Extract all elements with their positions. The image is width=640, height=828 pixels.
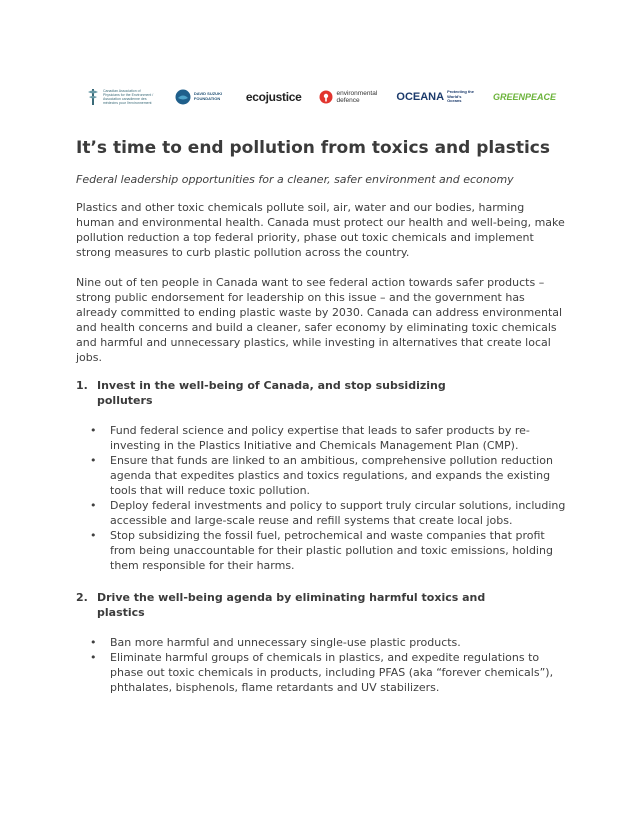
section-heading-text: Invest in the well-being of Canada, and stop subsidizing xyxy=(97,379,446,392)
section-number: 2. xyxy=(76,591,88,604)
caduceus-icon xyxy=(86,88,100,106)
subtitle: Federal leadership opportunities for a cleaner, safer environment and economy xyxy=(76,173,514,186)
section-number: 1. xyxy=(76,379,88,392)
oceana-logo: OCEANA Protecting the World's Oceans xyxy=(396,89,474,104)
environmental-defence-logo: environmental defence xyxy=(319,90,378,104)
david-suzuki-foundation-logo: DAVID SUZUKI FOUNDATION xyxy=(175,89,228,105)
page-title: It’s time to end pollution from toxics and plastics xyxy=(76,138,550,158)
section-heading-text-cont: polluters xyxy=(97,394,153,407)
section-heading-1 xyxy=(76,378,566,408)
list-item: • Eliminate harmful groups of chemicals in plastics, and expedite regulations to phase out toxic chemicals in products, including PFAS (aka “forever chemicals”), phthalates, bisphenols, flame retardants and UV stabilizers. xyxy=(76,650,566,695)
list-item: • Fund federal science and policy expertise that leads to safer products by re-investing in the Plastics Initiative and Chemicals Management Plan (CMP). xyxy=(76,423,566,453)
globe-icon xyxy=(175,89,191,105)
environmental-defence-icon xyxy=(319,90,333,104)
document-body xyxy=(76,138,566,695)
intro-paragraph: Plastics and other toxic chemicals pollute soil, air, water and our bodies, harming human and environmental health. Canada must protect our health and well-being, make pollution reduction a top federal priority, phase out toxic chemicals and implement strong measures to curb plastic pollution across the country. xyxy=(76,201,565,259)
section-heading-2 xyxy=(76,590,566,620)
section-heading-text: Drive the well-being agenda by eliminating harmful toxics and xyxy=(97,591,486,604)
ecojustice-logo: ecojustice xyxy=(245,90,302,104)
list-item: • Ban more harmful and unnecessary single-use plastic products. xyxy=(76,635,566,650)
list-item: • Stop subsidizing the fossil fuel, petrochemical and waste companies that profit from being unaccountable for their plastic pollution and toxic emissions, holding them responsible for their harms. xyxy=(76,528,566,573)
section-2-bullets xyxy=(76,635,566,695)
list-item: • Deploy federal investments and policy to support truly circular solutions, including accessible and large-scale reuse and refill systems that create local jobs. xyxy=(76,498,566,528)
list-item: • Ensure that funds are linked to an ambitious, comprehensive pollution reduction agenda that expedites plastics and toxics regulations, and expands the existing tools that will reduce toxic pollution. xyxy=(76,453,566,498)
section-heading-text-cont: plastics xyxy=(97,606,145,619)
partner-logos xyxy=(86,82,556,112)
greenpeace-logo: GREENPEACE xyxy=(492,92,556,102)
cape-logo: Canadian Association of Physicians for the Environment / Association canadienne des médecins pour l'environnement xyxy=(86,88,157,106)
section-1-bullets xyxy=(76,423,566,573)
public-support-paragraph: Nine out of ten people in Canada want to see federal action towards safer products – strong public endorsement for leadership on this issue – and the government has already committed to ending plastic waste by 2030. Canada can address environmental and health concerns and build a cleaner, safer economy by eliminating toxic chemicals and harmful and unnecessary plastics, while investing in alternatives that create local jobs. xyxy=(76,276,563,364)
